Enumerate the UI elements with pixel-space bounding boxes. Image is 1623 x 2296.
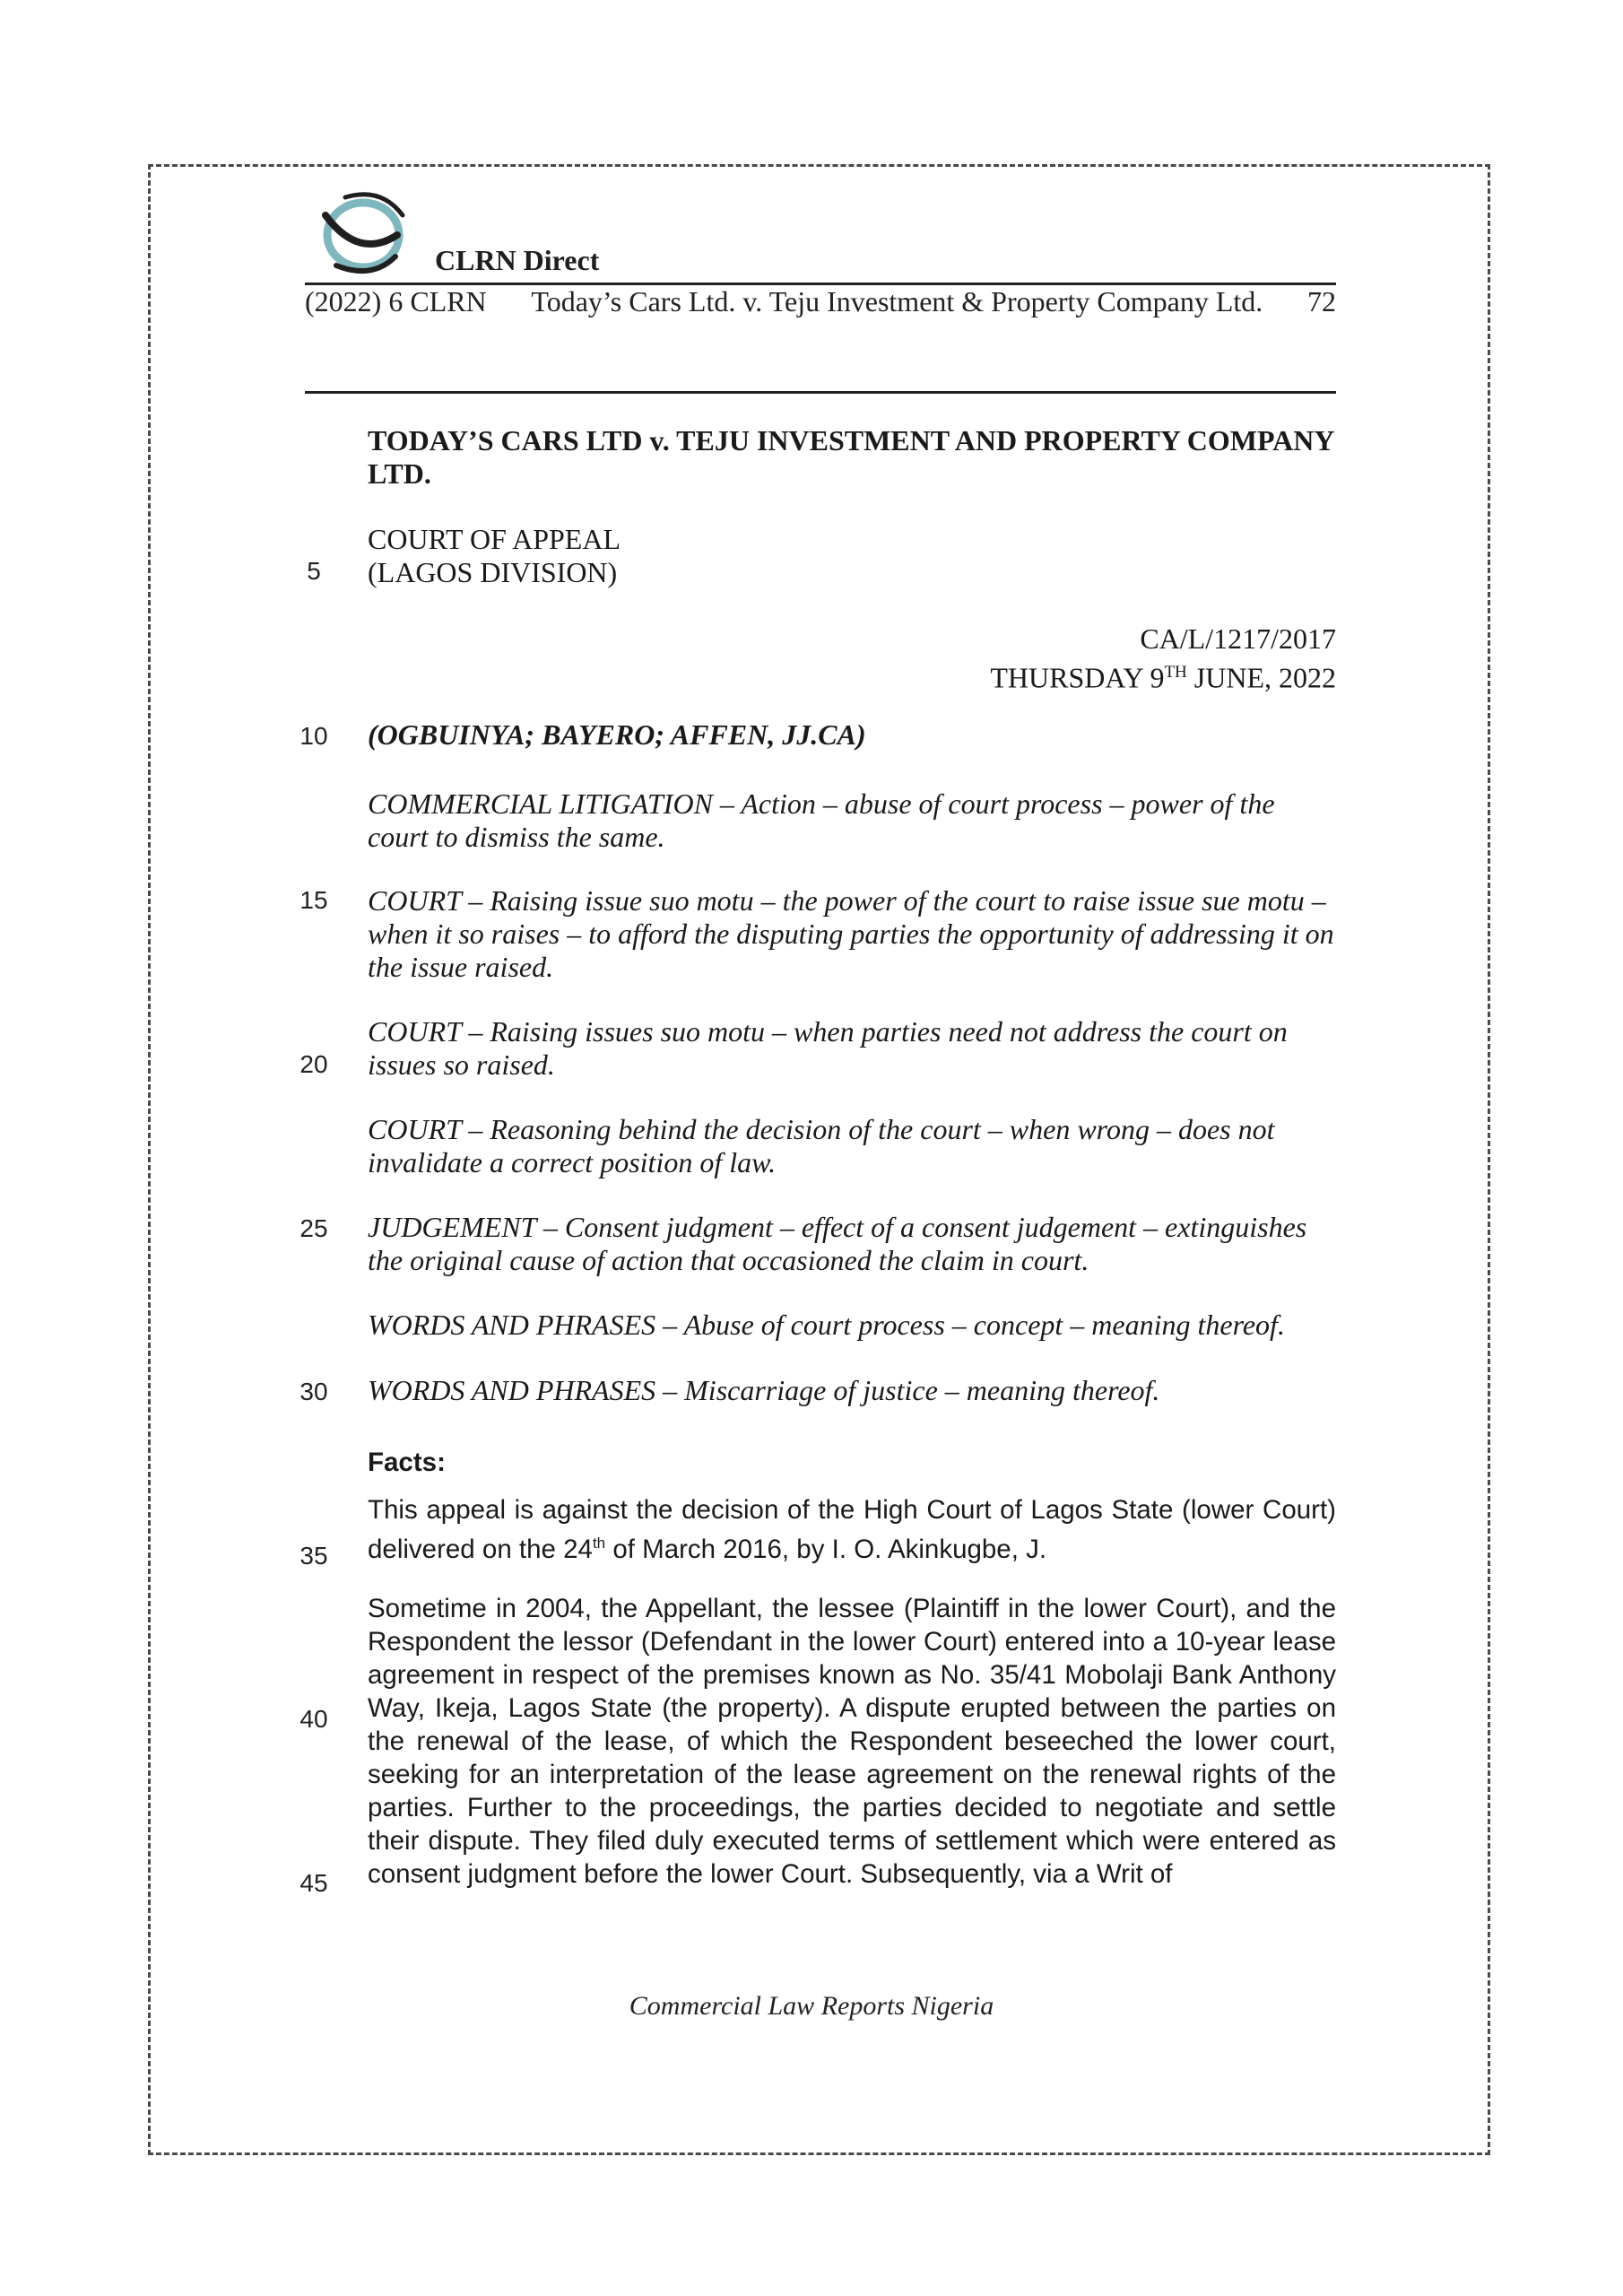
page-footer: Commercial Law Reports Nigeria [629, 1991, 994, 2021]
judgment-date: THURSDAY 9TH JUNE, 2022 [990, 661, 1336, 694]
title-rule [305, 391, 1336, 394]
brand-name: CLRN Direct [435, 244, 600, 276]
case-title: TODAY’S CARS LTD v. TEJU INVESTMENT AND PROPERTY COMPANY LTD. [368, 424, 1334, 490]
facts-heading: Facts: [368, 1448, 446, 1477]
line-number: 40 [299, 1705, 328, 1733]
line-number: 10 [299, 722, 328, 750]
citation: (2022) 6 CLRN [305, 285, 487, 317]
catchword: COMMERCIAL LITIGATION – Action – abuse of court process – power of the court to dismiss the same. [368, 787, 1275, 853]
page-number: 72 [1306, 285, 1336, 317]
case-short-title: Today’s Cars Ltd. v. Teju Investment & Property Company Ltd. [531, 285, 1263, 317]
suit-number: CA/L/1217/2017 [1140, 622, 1336, 655]
catchword: COURT – Raising issue suo motu – the power of the court to raise issue sue motu – when it so raises – to afford the disputing parties the opportunity of addressing it on the issue raised. [368, 884, 1334, 983]
catchword: COURT – Reasoning behind the decision of the court – when wrong – does not invalidate a correct position of law. [368, 1113, 1275, 1178]
line-number: 15 [299, 886, 328, 914]
clrn-logo-icon [309, 179, 417, 283]
line-number: 5 [307, 557, 321, 585]
court-name: COURT OF APPEAL [368, 523, 621, 555]
running-header [305, 285, 1336, 318]
facts-paragraph: Sometime in 2004, the Appellant, the lessee (Plaintiff in the lower Court), and the Respondent the lessor (Defendant in the lower Court) entered into a 10-year lease agreement in respect of the premises known as No. 35/41 Mobolaji Bank Anthony Way, Ikeja, Lagos State (the property). A dispute erupted between the parties on the renewal of the lease, of which the Respondent beseeched the lower court, seeking for an interpretation of the lease agreement on the renewal rights of the parties. Further to the proceedings, the parties decided to negotiate and settle their dispute. They filed duly executed terms of settlement which were entered as consent judgment before the lower Court. Subsequently, via a Writ of [368, 1594, 1336, 1889]
line-number: 45 [299, 1869, 328, 1897]
catchword: JUDGEMENT – Consent judgment – effect of a consent judgement – extinguishes the original cause of action that occasioned the claim in court. [368, 1211, 1307, 1276]
line-number: 30 [299, 1378, 328, 1405]
coram: (OGBUINYA; BAYERO; AFFEN, JJ.CA) [368, 718, 866, 751]
catchword: WORDS AND PHRASES – Miscarriage of justice – meaning thereof. [368, 1374, 1160, 1406]
line-number: 25 [299, 1214, 328, 1242]
court-division: (LAGOS DIVISION) [368, 556, 618, 588]
catchword: COURT – Raising issues suo motu – when parties need not address the court on issues so raised. [368, 1015, 1288, 1081]
catchword: WORDS AND PHRASES – Abuse of court process – concept – meaning thereof. [368, 1309, 1285, 1341]
line-number: 35 [299, 1542, 328, 1570]
line-number: 20 [299, 1050, 328, 1078]
facts-paragraph: This appeal is against the decision of the High Court of Lagos State (lower Court) delivered on the 24th of March 2016, by I. O. Akinkugbe, J. [368, 1495, 1336, 1564]
